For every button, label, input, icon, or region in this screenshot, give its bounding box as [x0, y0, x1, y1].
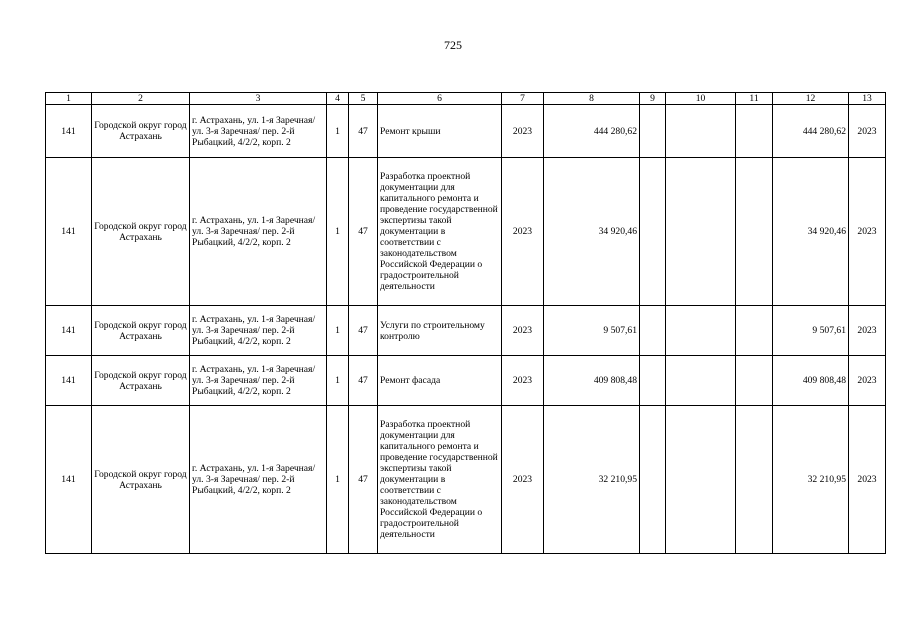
row-number-cell: 141 [46, 158, 92, 306]
cost-cell: 409 808,48 [544, 356, 640, 406]
col9-cell [640, 306, 666, 356]
total-cell: 32 210,95 [773, 406, 849, 554]
year-cell: 2023 [502, 158, 544, 306]
column-header: 11 [736, 93, 773, 105]
completion-year-cell: 2023 [849, 306, 886, 356]
col10-cell [666, 105, 736, 158]
work-type-cell: Ремонт фасада [378, 356, 502, 406]
column-header: 1 [46, 93, 92, 105]
municipality-cell: Городской округ город Астрахань [92, 406, 190, 554]
work-type-cell: Услуги по строительному контролю [378, 306, 502, 356]
col4-cell: 1 [327, 105, 349, 158]
cost-cell: 32 210,95 [544, 406, 640, 554]
row-number-cell: 141 [46, 356, 92, 406]
column-header: 6 [378, 93, 502, 105]
col11-cell [736, 158, 773, 306]
year-cell: 2023 [502, 406, 544, 554]
completion-year-cell: 2023 [849, 356, 886, 406]
col5-cell: 47 [349, 105, 378, 158]
municipality-cell: Городской округ город Астрахань [92, 356, 190, 406]
municipality-cell: Городской округ город Астрахань [92, 105, 190, 158]
year-cell: 2023 [502, 105, 544, 158]
col11-cell [736, 406, 773, 554]
year-cell: 2023 [502, 306, 544, 356]
address-cell: г. Астрахань, ул. 1-я Заречная/ ул. 3-я Заречная/ пер. 2-й Рыбацкий, 4/2/2, корп. 2 [190, 105, 327, 158]
column-header: 5 [349, 93, 378, 105]
col5-cell: 47 [349, 406, 378, 554]
col5-cell: 47 [349, 158, 378, 306]
address-cell: г. Астрахань, ул. 1-я Заречная/ ул. 3-я Заречная/ пер. 2-й Рыбацкий, 4/2/2, корп. 2 [190, 406, 327, 554]
col4-cell: 1 [327, 356, 349, 406]
year-cell: 2023 [502, 356, 544, 406]
col10-cell [666, 306, 736, 356]
total-cell: 9 507,61 [773, 306, 849, 356]
col10-cell [666, 158, 736, 306]
col5-cell: 47 [349, 356, 378, 406]
cost-cell: 34 920,46 [544, 158, 640, 306]
table-row [46, 158, 886, 306]
total-cell: 444 280,62 [773, 105, 849, 158]
col9-cell [640, 406, 666, 554]
col11-cell [736, 105, 773, 158]
table-row [46, 406, 886, 554]
col9-cell [640, 105, 666, 158]
column-header: 8 [544, 93, 640, 105]
completion-year-cell: 2023 [849, 105, 886, 158]
page-number: 725 [444, 38, 462, 52]
column-header: 7 [502, 93, 544, 105]
col5-cell: 47 [349, 306, 378, 356]
work-type-cell: Ремонт крыши [378, 105, 502, 158]
col4-cell: 1 [327, 406, 349, 554]
col11-cell [736, 356, 773, 406]
table-row [46, 306, 886, 356]
column-header: 9 [640, 93, 666, 105]
column-header: 12 [773, 93, 849, 105]
work-type-cell: Разработка проектной документации для капитального ремонта и проведение государственной экспертизы такой документации в соответствии с законодательством Российской Федерации о градостроительной деятельности [378, 406, 502, 554]
work-type-cell: Разработка проектной документации для капитального ремонта и проведение государственной экспертизы такой документации в соответствии с законодательством Российской Федерации о градостроительной деятельности [378, 158, 502, 306]
column-number-row [46, 93, 886, 105]
row-number-cell: 141 [46, 406, 92, 554]
col11-cell [736, 306, 773, 356]
column-header: 3 [190, 93, 327, 105]
row-number-cell: 141 [46, 306, 92, 356]
col4-cell: 1 [327, 306, 349, 356]
cost-cell: 9 507,61 [544, 306, 640, 356]
col10-cell [666, 356, 736, 406]
row-number-cell: 141 [46, 105, 92, 158]
table-row [46, 356, 886, 406]
column-header: 2 [92, 93, 190, 105]
column-header: 10 [666, 93, 736, 105]
cost-cell: 444 280,62 [544, 105, 640, 158]
table-row [46, 105, 886, 158]
municipality-cell: Городской округ город Астрахань [92, 306, 190, 356]
register-table [45, 92, 886, 554]
municipality-cell: Городской округ город Астрахань [92, 158, 190, 306]
column-header: 13 [849, 93, 886, 105]
column-header: 4 [327, 93, 349, 105]
col10-cell [666, 406, 736, 554]
address-cell: г. Астрахань, ул. 1-я Заречная/ ул. 3-я Заречная/ пер. 2-й Рыбацкий, 4/2/2, корп. 2 [190, 158, 327, 306]
completion-year-cell: 2023 [849, 158, 886, 306]
col9-cell [640, 356, 666, 406]
col4-cell: 1 [327, 158, 349, 306]
total-cell: 34 920,46 [773, 158, 849, 306]
total-cell: 409 808,48 [773, 356, 849, 406]
completion-year-cell: 2023 [849, 406, 886, 554]
address-cell: г. Астрахань, ул. 1-я Заречная/ ул. 3-я Заречная/ пер. 2-й Рыбацкий, 4/2/2, корп. 2 [190, 306, 327, 356]
col9-cell [640, 158, 666, 306]
address-cell: г. Астрахань, ул. 1-я Заречная/ ул. 3-я Заречная/ пер. 2-й Рыбацкий, 4/2/2, корп. 2 [190, 356, 327, 406]
